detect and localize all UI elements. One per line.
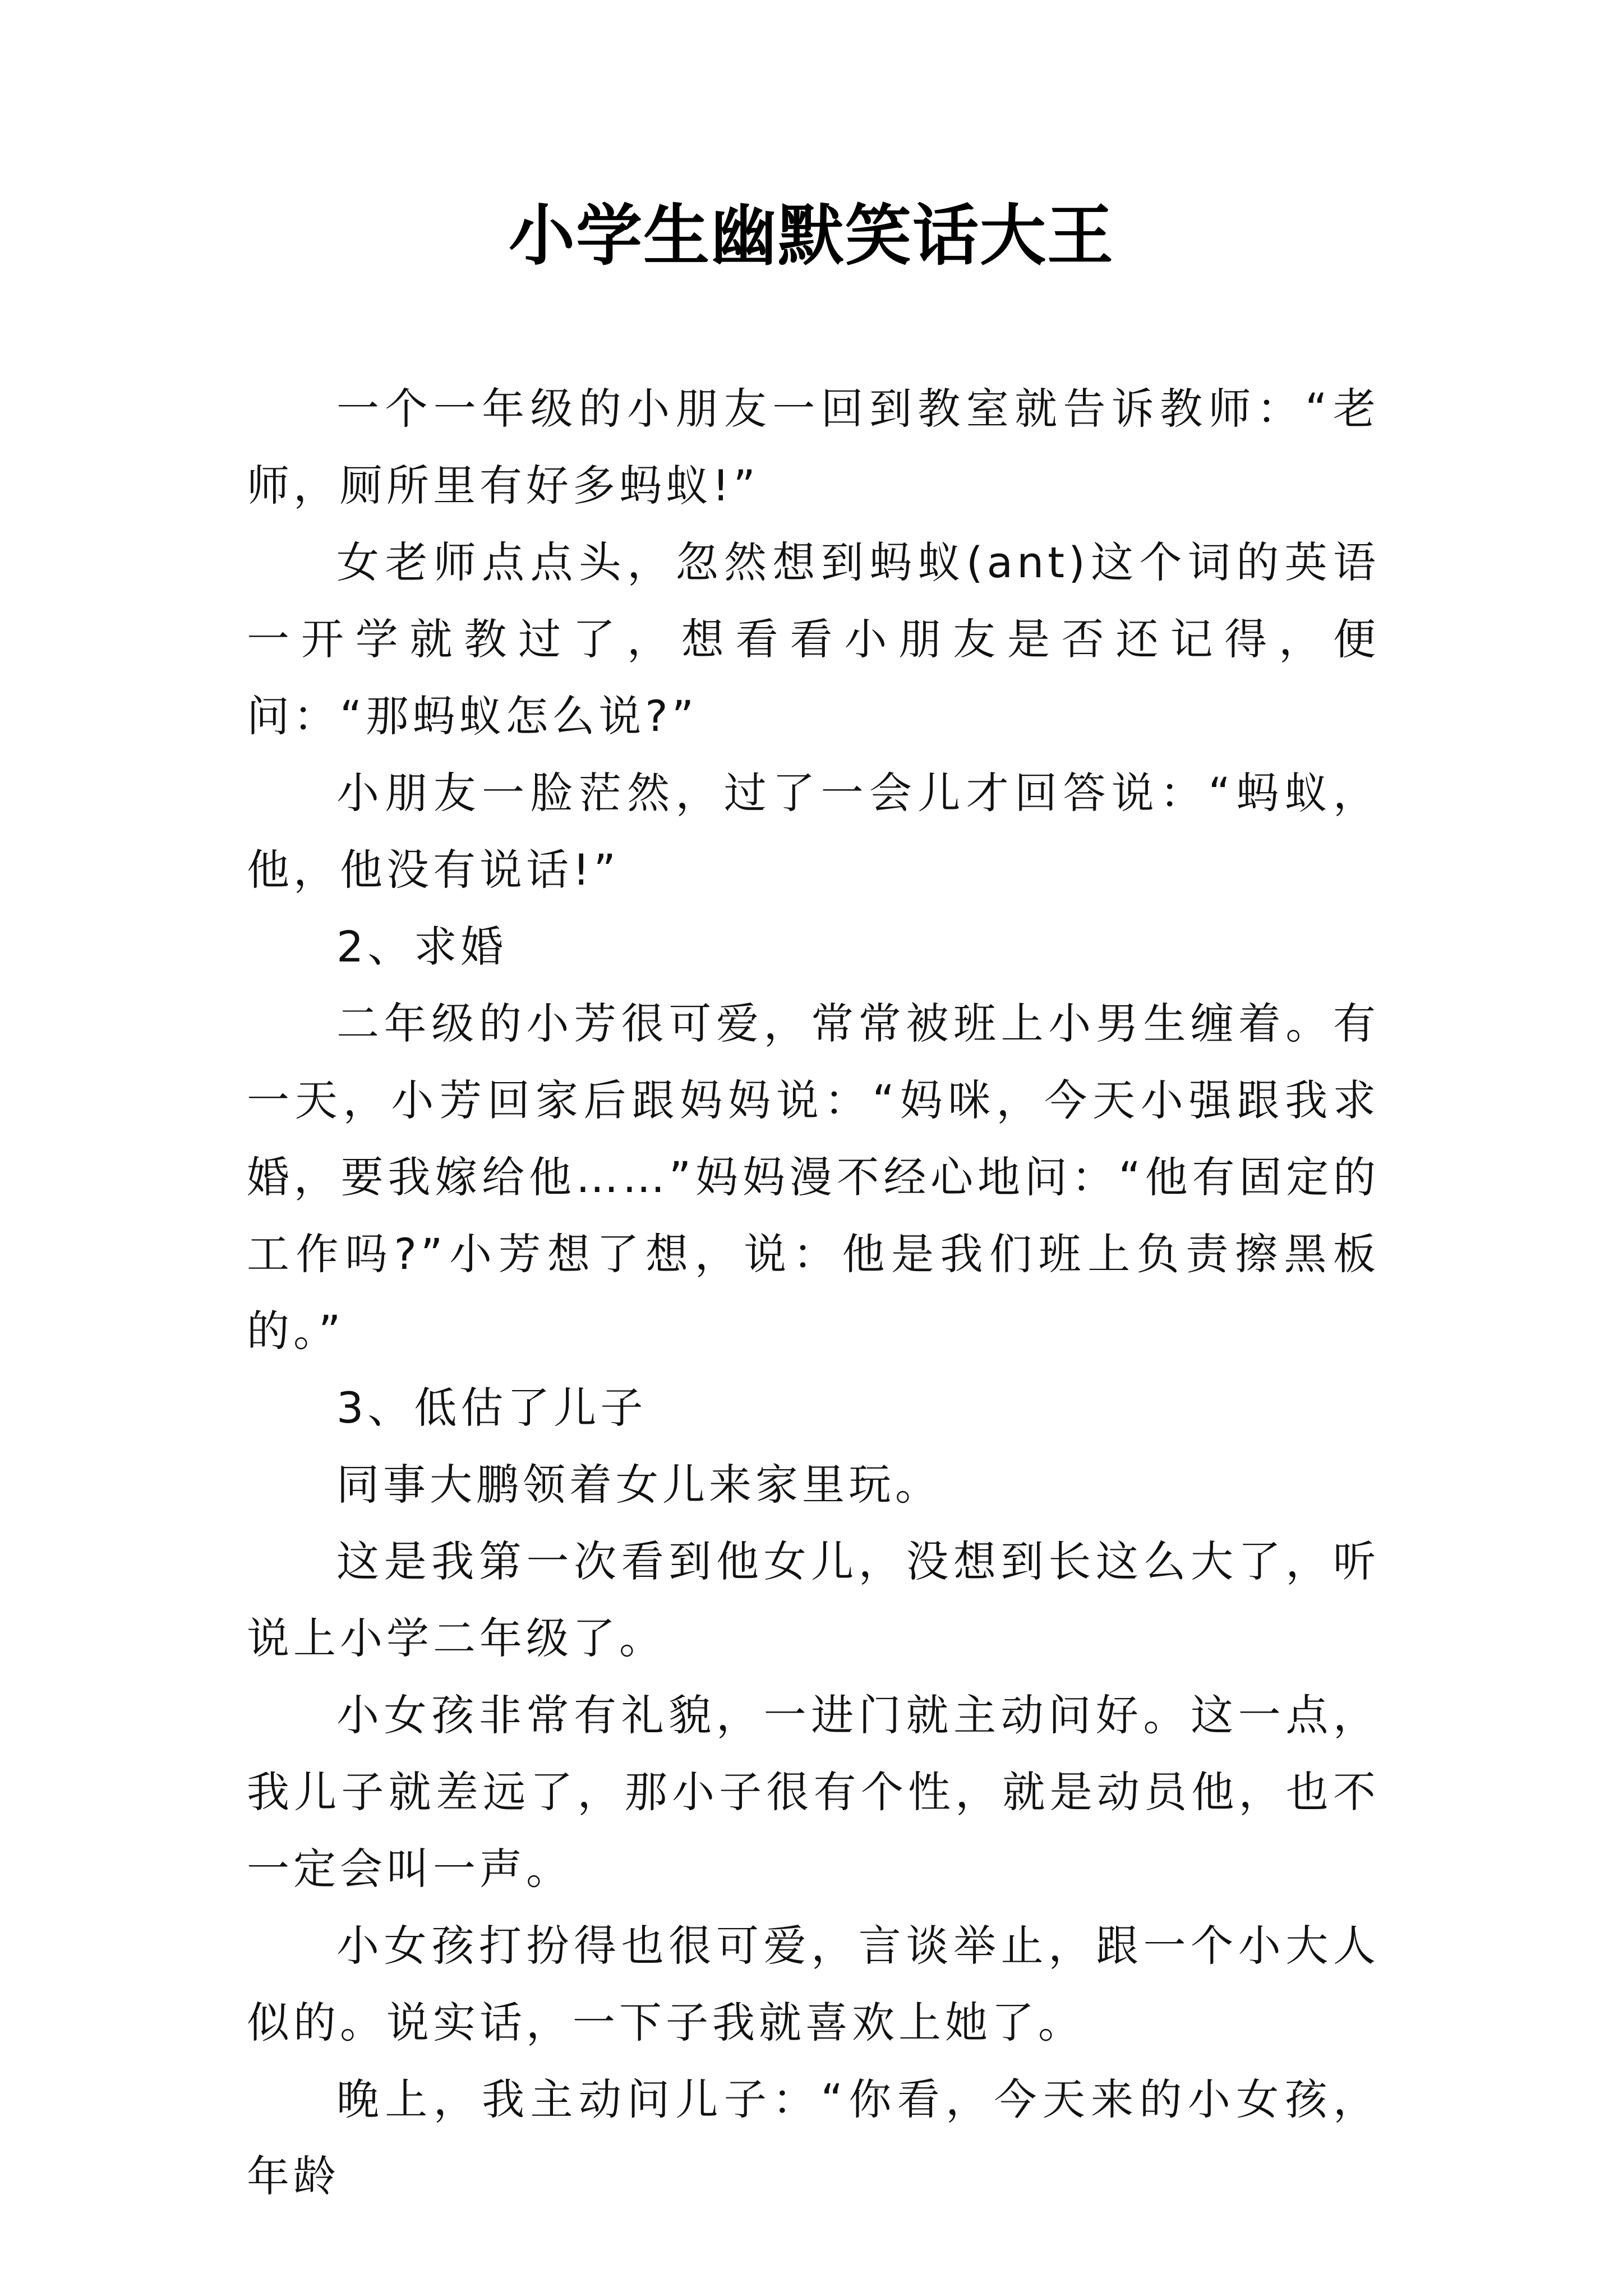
document-title: 小学生幽默笑话大王 [508,196,1114,274]
section-heading: 2、求婚 [336,922,508,972]
document-body [247,370,1380,2215]
paragraph: 这是我第一次看到他女儿，没想到长这么大了，听说上小学二年级了。 [247,1536,1380,1663]
paragraph: 小朋友一脸茫然，过了一会儿才回答说：“蚂蚁，他，他没有说话!” [247,768,1380,895]
paragraph: 二年级的小芳很可爱，常常被班上小男生缠着。有一天，小芳回家后跟妈妈说：“妈咪，今天小强跟我求婚，要我嫁给他……”妈妈漫不经心地问：“他有固定的工作吗?”小芳想了想，说：他是我们班上负责擦黑板的。” [247,999,1380,1356]
paragraph: 女老师点点头，忽然想到蚂蚁(ant)这个词的英语一开学就教过了，想看看小朋友是否还记得，便问：“那蚂蚁怎么说?” [247,537,1380,741]
paragraph: 同事大鹏领着女儿来家里玩。 [336,1460,942,1510]
paragraph: 小女孩非常有礼貌，一进门就主动问好。这一点，我儿子就差远了，那小子很有个性，就是动员他，也不一定会叫一声。 [247,1690,1380,1894]
section-heading: 3、低估了儿子 [336,1383,647,1433]
paragraph: 小女孩打扮得也很可爱，言谈举止，跟一个小大人似的。说实话，一下子我就喜欢上她了。 [247,1921,1380,2047]
paragraph: 一个一年级的小朋友一回到教室就告诉教师：“老师，厕所里有好多蚂蚁!” [247,384,1380,510]
paragraph: 晚上，我主动问儿子：“你看，今天来的小女孩，年龄 [247,2074,1380,2201]
